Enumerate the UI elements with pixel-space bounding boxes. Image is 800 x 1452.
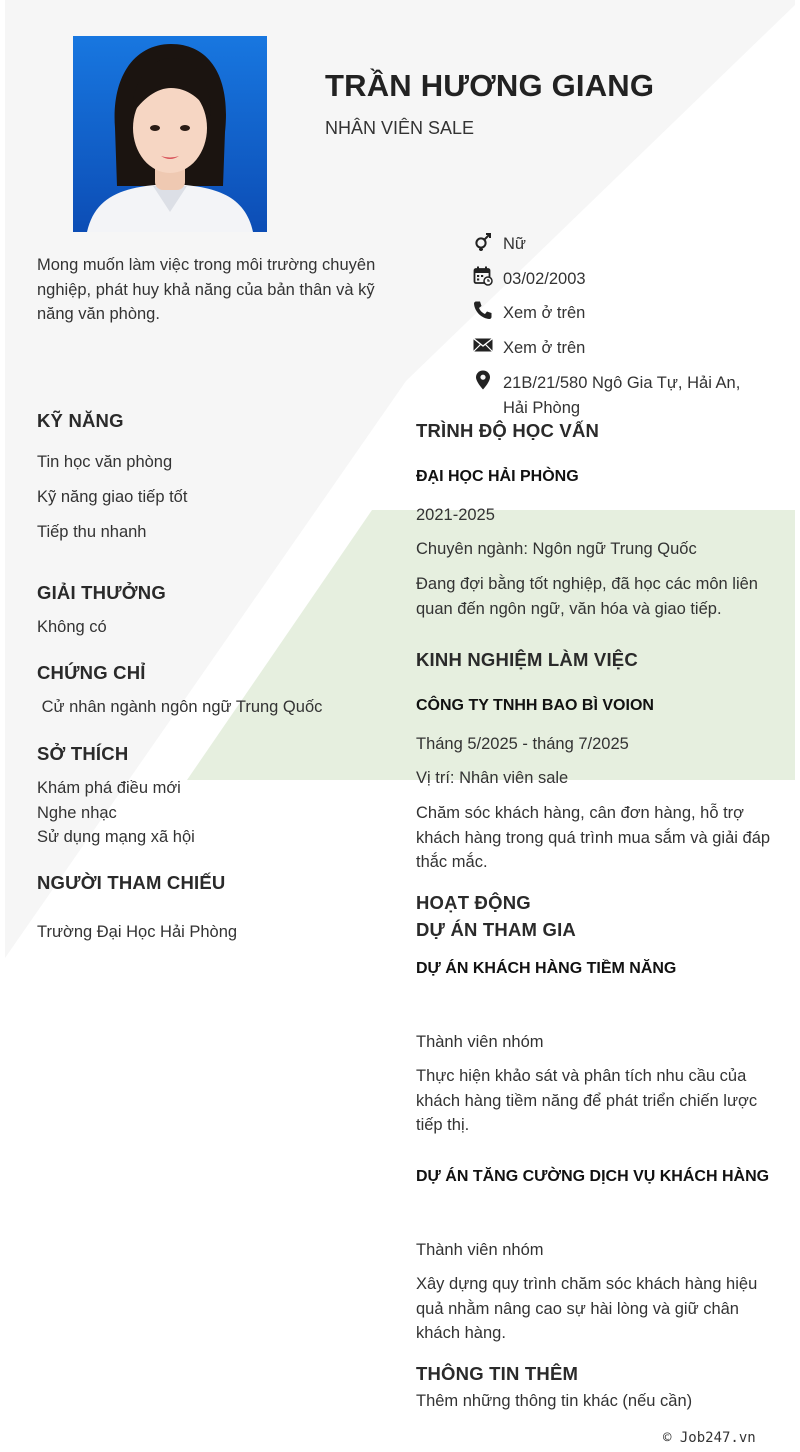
activities-heading: HOẠT ĐỘNG <box>416 892 531 913</box>
experience-heading: KINH NGHIỆM LÀM VIỆC <box>416 649 638 670</box>
email-icon <box>472 334 494 356</box>
project-description: Thực hiện khảo sát và phân tích nhu cầu của khách hàng tiềm năng để phát triển chiến lược tiếp thị. <box>416 1067 758 1134</box>
phone-icon <box>472 299 494 321</box>
hobby-item: Sử dụng mạng xã hội <box>37 828 195 846</box>
awards-value: Không có <box>37 618 107 636</box>
hobby-item: Khám phá điều mới <box>37 779 181 797</box>
contact-address <box>472 371 753 420</box>
project-description: Xây dựng quy trình chăm sóc khách hàng hiệu quả nhằm nâng cao sự hài lòng và giữ chân khách hàng. <box>416 1275 758 1342</box>
birthday-value: 03/02/2003 <box>503 270 586 288</box>
experience-description: Chăm sóc khách hàng, cân đơn hàng, hỗ trợ khách hàng trong quá trình mua sắm và giải đáp thắc mắc. <box>416 804 771 871</box>
contact-email <box>472 336 753 361</box>
footer-copyright: © Job247.vn <box>663 1430 756 1446</box>
company-name: CÔNG TY TNHH BAO BÌ VOION <box>416 697 654 714</box>
education-description: Đang đợi bằng tốt nghiệp, đã học các môn liên quan đến ngôn ngữ, văn hóa và giao tiếp. <box>416 575 758 618</box>
skill-item: Kỹ năng giao tiếp tốt <box>37 488 188 506</box>
certificates-heading: CHỨNG CHỈ <box>37 662 146 683</box>
certificate-item: Cử nhân ngành ngôn ngữ Trung Quốc <box>37 698 323 716</box>
skill-item: Tin học văn phòng <box>37 453 173 471</box>
projects-heading: DỰ ÁN THAM GIA <box>416 919 576 940</box>
contact-phone <box>472 301 753 326</box>
experience-period: Tháng 5/2025 - tháng 7/2025 <box>416 735 629 753</box>
avatar <box>73 36 267 232</box>
phone-value: Xem ở trên <box>503 304 586 322</box>
gender-icon <box>472 230 494 252</box>
experience-position: Vị trí: Nhân viên sale <box>416 769 569 787</box>
awards-heading: GIẢI THƯỞNG <box>37 582 166 603</box>
reference-item: Trường Đại Học Hải Phòng <box>37 923 238 941</box>
contact-gender <box>472 232 753 257</box>
gender-value: Nữ <box>503 235 526 253</box>
project-name: DỰ ÁN TĂNG CƯỜNG DỊCH VỤ KHÁCH HÀNG <box>416 1168 770 1185</box>
additional-info-text: Thêm những thông tin khác (nếu cần) <box>416 1392 693 1410</box>
education-major: Chuyên ngành: Ngôn ngữ Trung Quốc <box>416 540 697 558</box>
education-heading: TRÌNH ĐỘ HỌC VẤN <box>416 420 600 441</box>
hobbies-heading: SỞ THÍCH <box>37 743 129 764</box>
contact-birthday <box>472 267 753 292</box>
location-pin-icon <box>472 369 494 391</box>
address-value: 21B/21/580 Ngô Gia Tự, Hải An, Hải Phòng <box>503 374 741 417</box>
additional-info-heading: THÔNG TIN THÊM <box>416 1363 579 1384</box>
project-role: Thành viên nhóm <box>416 1241 544 1259</box>
school-name: ĐẠI HỌC HẢI PHÒNG <box>416 468 579 485</box>
skills-heading: KỸ NĂNG <box>37 410 124 431</box>
skill-item: Tiếp thu nhanh <box>37 523 147 541</box>
career-objective: Mong muốn làm việc trong môi trường chuyên nghiệp, phát huy khả năng của bản thân và kỹ năng văn phòng. <box>37 256 376 323</box>
project-name: DỰ ÁN KHÁCH HÀNG TIỀM NĂNG <box>416 960 677 977</box>
education-period: 2021-2025 <box>416 506 495 524</box>
calendar-icon <box>472 265 494 287</box>
hobby-item: Nghe nhạc <box>37 804 117 822</box>
candidate-name: TRẦN HƯƠNG GIANG <box>325 68 655 103</box>
project-role: Thành viên nhóm <box>416 1033 544 1051</box>
email-value: Xem ở trên <box>503 339 586 357</box>
references-heading: NGƯỜI THAM CHIẾU <box>37 872 226 893</box>
job-title: NHÂN VIÊN SALE <box>325 118 475 138</box>
